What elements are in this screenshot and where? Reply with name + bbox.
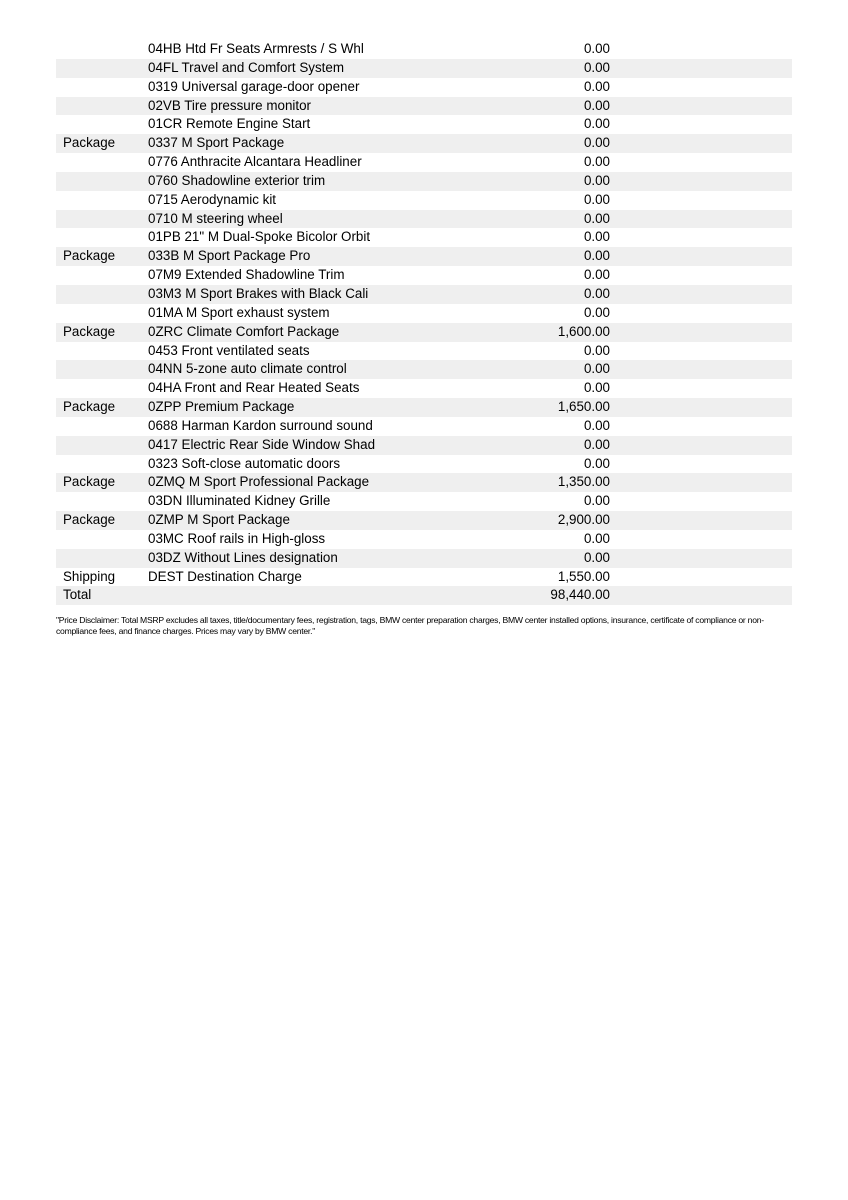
row-description: 0323 Soft-close automatic doors <box>148 455 341 471</box>
row-price: 0.00 <box>583 191 610 207</box>
row-type: Package <box>63 248 116 264</box>
row-description: 01CR Remote Engine Start <box>148 116 311 132</box>
table-row <box>56 153 792 172</box>
row-price: 1,350.00 <box>557 474 610 490</box>
row-price: 0.00 <box>583 267 610 283</box>
row-description: 0319 Universal garage-door opener <box>148 78 360 94</box>
row-price: 0.00 <box>583 361 610 377</box>
row-description: 0688 Harman Kardon surround sound <box>148 417 373 433</box>
row-description: 0776 Anthracite Alcantara Headliner <box>148 154 362 170</box>
row-description: 0710 M steering wheel <box>148 210 283 226</box>
row-price: 0.00 <box>583 97 610 113</box>
row-description: 01MA M Sport exhaust system <box>148 304 330 320</box>
row-description: 03DZ Without Lines designation <box>148 549 338 565</box>
table-row <box>56 455 792 474</box>
row-description: 0337 M Sport Package <box>148 135 285 151</box>
table-row <box>56 436 792 455</box>
row-price: 0.00 <box>583 285 610 301</box>
row-description: 0760 Shadowline exterior trim <box>148 172 326 188</box>
table-row <box>56 511 792 530</box>
table-row <box>56 586 792 605</box>
row-description: 03M3 M Sport Brakes with Black Cali <box>148 285 369 301</box>
table-row <box>56 78 792 97</box>
row-price: 0.00 <box>583 304 610 320</box>
row-price: 0.00 <box>583 530 610 546</box>
row-price: 0.00 <box>583 116 610 132</box>
row-price: 0.00 <box>583 493 610 509</box>
row-price: 0.00 <box>583 417 610 433</box>
row-price: 98,440.00 <box>550 587 610 603</box>
price-disclaimer: "Price Disclaimer: Total MSRP excludes all taxes, title/documentary fees, registration, tags, BMW center preparation charges, BMW center installed options, insurance, certificate of compliance or non-compliance fees, and finance charges. Prices may vary by BMW center." <box>56 615 764 636</box>
table-row <box>56 417 792 436</box>
row-description: 04HA Front and Rear Heated Seats <box>148 380 360 396</box>
row-description: DEST Destination Charge <box>148 568 302 584</box>
table-row <box>56 549 792 568</box>
row-price: 0.00 <box>583 455 610 471</box>
row-description: 07M9 Extended Shadowline Trim <box>148 267 345 283</box>
table-row <box>56 398 792 417</box>
row-price: 0.00 <box>583 248 610 264</box>
row-description: 01PB 21" M Dual-Spoke Bicolor Orbit <box>148 229 371 245</box>
table-row <box>56 134 792 153</box>
row-description: 0417 Electric Rear Side Window Shad <box>148 436 376 452</box>
table-row <box>56 473 792 492</box>
row-price: 1,600.00 <box>557 323 610 339</box>
row-description: 033B M Sport Package Pro <box>148 248 311 264</box>
row-description: 03DN Illuminated Kidney Grille <box>148 493 331 509</box>
row-type: Package <box>63 323 116 339</box>
row-description: 04NN 5-zone auto climate control <box>148 361 347 377</box>
row-description: 0ZPP Premium Package <box>148 399 295 415</box>
table-row <box>56 228 792 247</box>
row-type: Shipping <box>63 568 116 584</box>
row-description: 0ZRC Climate Comfort Package <box>148 323 340 339</box>
row-price: 0.00 <box>583 154 610 170</box>
table-row <box>56 342 792 361</box>
row-type: Total <box>63 587 92 603</box>
options-price-table <box>56 40 792 605</box>
table-row <box>56 40 792 59</box>
table-row <box>56 191 792 210</box>
row-price: 0.00 <box>583 59 610 75</box>
row-description: 04HB Htd Fr Seats Armrests / S Whl <box>148 41 364 56</box>
row-description: 04FL Travel and Comfort System <box>148 59 344 75</box>
row-price: 0.00 <box>583 229 610 245</box>
row-price: 0.00 <box>583 172 610 188</box>
row-price: 0.00 <box>583 380 610 396</box>
row-price: 0.00 <box>583 41 610 56</box>
row-description: 0715 Aerodynamic kit <box>148 191 277 207</box>
row-description: 03MC Roof rails in High-gloss <box>148 530 326 546</box>
table-row <box>56 97 792 116</box>
row-price: 1,650.00 <box>557 399 610 415</box>
table-row <box>56 285 792 304</box>
row-type: Package <box>63 135 116 151</box>
row-description: 02VB Tire pressure monitor <box>148 97 311 113</box>
row-price: 0.00 <box>583 342 610 358</box>
table-row <box>56 172 792 191</box>
row-price: 0.00 <box>583 436 610 452</box>
table-row <box>56 59 792 78</box>
row-price: 0.00 <box>583 549 610 565</box>
row-description: 0453 Front ventilated seats <box>148 342 310 358</box>
row-type: Package <box>63 474 116 490</box>
row-price: 0.00 <box>583 210 610 226</box>
table-row <box>56 530 792 549</box>
row-description: 0ZMP M Sport Package <box>148 512 290 528</box>
table-row <box>56 360 792 379</box>
row-price: 2,900.00 <box>557 512 610 528</box>
table-row <box>56 115 792 134</box>
table-row <box>56 266 792 285</box>
row-description: 0ZMQ M Sport Professional Package <box>148 474 370 490</box>
table-row <box>56 210 792 229</box>
table-row <box>56 492 792 511</box>
row-price: 0.00 <box>583 78 610 94</box>
row-price: 1,550.00 <box>557 568 610 584</box>
table-row <box>56 568 792 587</box>
table-row <box>56 379 792 398</box>
table-row <box>56 304 792 323</box>
table-row <box>56 247 792 266</box>
table-row <box>56 323 792 342</box>
row-price: 0.00 <box>583 135 610 151</box>
row-type: Package <box>63 399 116 415</box>
row-type: Package <box>63 512 116 528</box>
